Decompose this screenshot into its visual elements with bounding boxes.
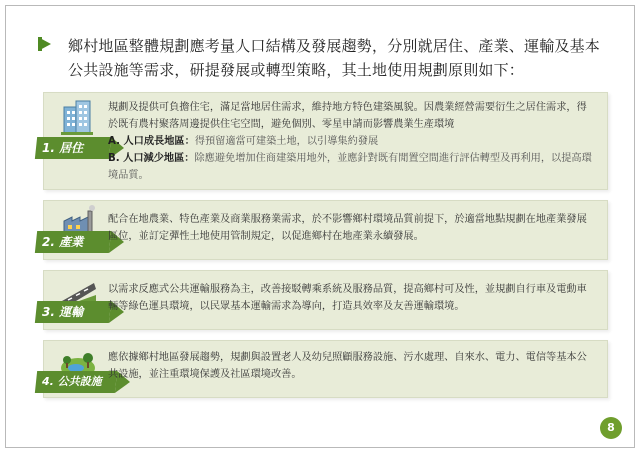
arrow-marker-icon — [38, 37, 51, 51]
section-transport — [43, 270, 608, 330]
section-paragraph: 配合在地農業、特色產業及商業服務業需求，於不影響鄉村環境品質前提下，於適當地點規劃在地產業發展區位，並訂定彈性土地使用管制規定，以促進鄉村在地產業永續發展。 — [108, 214, 587, 242]
section-industry — [43, 200, 608, 260]
list-item: A. 人口成長地區：得預留適當可建築土地，以引導集約發展 — [108, 136, 379, 147]
building-icon — [58, 99, 98, 139]
intro — [38, 34, 613, 82]
section-paragraph: 以需求反應式公共運輸服務為主，改善接駁轉乘系統及服務品質，提高鄉村可及性，並規劃自行車及電動車輛等綠色運具環境，以民眾基本運輸需求為導向，打造具效率及友善運輸環境。 — [108, 284, 587, 312]
intro-text: 鄉村地區整體規劃應考量人口結構及發展趨勢，分別就居住、產業、運輸及基本公共設施等需求，研提發展或轉型策略，其土地使用規劃原則如下： — [68, 37, 601, 79]
section-paragraph: 應依據鄉村地區發展趨勢，規劃與設置老人及幼兒照顧服務設施、污水處理、自來水、電力、電信等基本公共設施，並注重環境保護及社區環境改善。 — [108, 352, 587, 380]
badge-transport: 3. 運輸 — [35, 301, 111, 323]
section-housing-text — [108, 99, 593, 184]
section-industry-text — [108, 211, 593, 245]
section-transport-text — [108, 281, 593, 315]
section-public-facilities-text — [108, 349, 593, 383]
badge-industry: 2. 產業 — [35, 231, 111, 253]
badge-public-facilities: 4. 公共設施 — [35, 371, 117, 393]
list-item: B. 人口減少地區：除應避免增加住商建築用地外，並應針對既有閒置空間進行評估轉型及再利用，以提高環境品質。 — [108, 153, 592, 181]
page-number: 8 — [600, 417, 622, 439]
section-housing — [43, 92, 608, 190]
section-public-facilities — [43, 340, 608, 398]
badge-housing: 1. 居住 — [35, 137, 111, 159]
section-paragraph: 規劃及提供可負擔住宅，滿足當地居住需求，維持地方特色建築風貌。因農業經營需要衍生之居住需求，得於既有農村聚落周邊提供住宅空間，避免個別、零星申請而影響農業生產環境 — [108, 102, 587, 130]
